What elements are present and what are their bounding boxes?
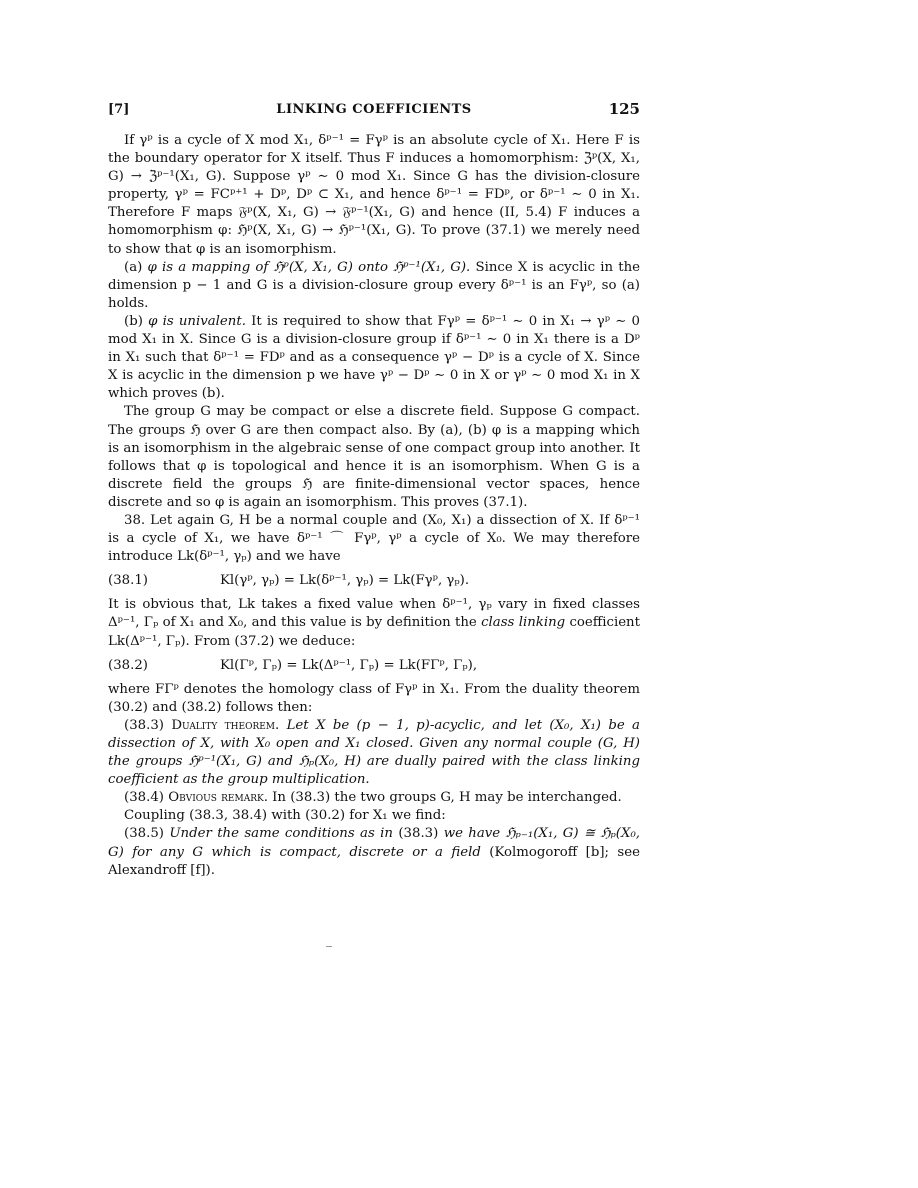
remark-name: Obvious remark. (168, 790, 268, 806)
proposition-statement: Under the same conditions as in (169, 826, 393, 842)
paragraph-coupling: Coupling (38.3, 38.4) with (30.2) for X₁ we find: (124, 808, 446, 824)
paragraph-claim-b (108, 313, 640, 403)
remark-label: (38.4) (124, 790, 169, 806)
paragraph-class-linking (108, 596, 640, 650)
running-title: LINKING COEFFICIENTS (276, 102, 472, 117)
paragraph-homology-class: where FΓᵖ denotes the homology class of Fγᵖ in X₁. From the duality theorem (30.2) and (38.2) follows then: (108, 681, 640, 715)
paragraph-compact-case: The group G may be compact or else a discrete field. Suppose G compact. The groups ℌ over G are then compact also. By (a), (b) φ is a mapping which is an isomorphism in the algebraic sense of one compact group into another. It follows that φ is topological and hence it is an isomorphism. When G is a discrete field the groups ℌ are finite-dimensional vector spaces, hence discrete and so φ is again an isomorphism. This proves (37.1). (108, 404, 640, 510)
class-linking-term: class linking (481, 615, 566, 631)
proposition-reference: (38.3) (392, 826, 444, 842)
citation: (Kolmogoroff [b]; see Alexandroff [f]). (108, 844, 640, 878)
equation-formula: Kl(γᵖ, γₚ) = Lk(δᵖ⁻¹, γₚ) = Lk(Fγᵖ, γₚ). (220, 573, 470, 589)
claim-b-proof: It is required to show that Fγᵖ = δᵖ⁻¹ ∼ 0 in X₁ → γᵖ ∼ 0 mod X₁ in X. Since G is a division-closure group if δᵖ⁻¹ ∼ 0 in X₁ there is a Dᵖ in X₁ such that δᵖ⁻¹ = FDᵖ and as a consequence γᵖ − Dᵖ is a cycle of X. Since X is acyclic in the dimension p we have γᵖ − Dᵖ ∼ 0 in X or γᵖ ∼ 0 mod X₁ in X which proves (b). (108, 313, 640, 402)
page-number: 125 (608, 100, 640, 118)
equation-number: (38.2) (108, 657, 148, 673)
duality-theorem (108, 717, 640, 789)
paragraph-section-38: 38. Let again G, H be a normal couple and (X₀, X₁) a dissection of X. If δᵖ⁻¹ is a cycle of X₁, we have δᵖ⁻¹ ⌒ Fγᵖ, γᵖ a cycle of X₀. We may therefore introduce Lk(δᵖ⁻¹, γₚ) and we have (108, 512, 640, 565)
running-header (108, 100, 640, 122)
page (108, 100, 640, 880)
theorem-label: (38.3) (124, 717, 172, 733)
obvious-remark (108, 789, 640, 807)
equation-formula: Kl(Γᵖ, Γₚ) = Lk(Δᵖ⁻¹, Γₚ) = Lk(FΓᵖ, Γₚ), (220, 657, 478, 673)
theorem-statement: Let X be (p − 1, p)-acyclic, and let (X₀, X₁) be a dissection of X, with X₀ open and X₁ closed. Given any normal couple (G, H) the groups ℌᵖ⁻¹(X₁, G) and ℌₚ(X₀, H) are dually paired with the class linking coefficient as the group multiplication. (108, 717, 640, 788)
proposition-label: (38.5) (124, 826, 170, 842)
text-span: It is obvious that, Lk takes a fixed value when δᵖ⁻¹, γₚ vary in fixed classes Δᵖ⁻¹, Γₚ of X₁ and X₀, and this value is by definition the (108, 597, 640, 631)
claim-a-label: (a) (124, 259, 143, 275)
equation-38-2 (108, 657, 640, 675)
proposition-38-5 (108, 825, 640, 879)
footer-mark (326, 946, 332, 947)
equation-38-1 (108, 572, 640, 590)
claim-b-statement: φ is univalent. (148, 313, 246, 329)
claim-b-label: (b) (124, 313, 143, 329)
page-body (108, 132, 640, 880)
text-span: coefficient Lk(Δᵖ⁻¹, Γₚ). From (37.2) we deduce: (108, 615, 640, 649)
equation-number: (38.1) (108, 573, 148, 589)
claim-a-statement: φ is a mapping of ℌᵖ(X, X₁, G) onto ℌᵖ⁻¹(X₁, G). (147, 259, 471, 275)
theorem-name: Duality theorem. (171, 717, 280, 733)
paragraph-claim-a (108, 259, 640, 313)
proposition-statement-cont: we have ℌₚ₋₁(X₁, G) ≅ ℌₚ(X₀, G) for any G which is compact, discrete or a field (108, 826, 641, 860)
remark-text: In (38.3) the two groups G, H may be interchanged. (267, 790, 622, 806)
paragraph-boundary-operator: If γᵖ is a cycle of X mod X₁, δᵖ⁻¹ = Fγᵖ is an absolute cycle of X₁. Here F is the boundary operator for X itself. Thus F induces a homomorphism: ℨᵖ(X, X₁, G) → ℨᵖ⁻¹(X₁, G). Suppose γᵖ ∼ 0 mod X₁. Since G has the division-closure property, γᵖ = FCᵖ⁺¹ + Dᵖ, Dᵖ ⊂ X₁, and hence δᵖ⁻¹ = FDᵖ, or δᵖ⁻¹ ∼ 0 in X₁. Therefore F maps 𝔉ᵖ(X, X₁, G) → 𝔉ᵖ⁻¹(X₁, G) and hence (II, 5.4) F induces a homomorphism φ: ℌᵖ(X, X₁, G) → ℌᵖ⁻¹(X₁, G). To prove (37.1) we merely need to show that φ is an isomorphism. (108, 133, 640, 257)
claim-a-proof: Since X is acyclic in the dimension p − 1 and G is a division-closure group every δᵖ⁻¹ is an Fγᵖ, so (a) holds. (108, 259, 641, 311)
section-number: [7] (108, 102, 130, 117)
